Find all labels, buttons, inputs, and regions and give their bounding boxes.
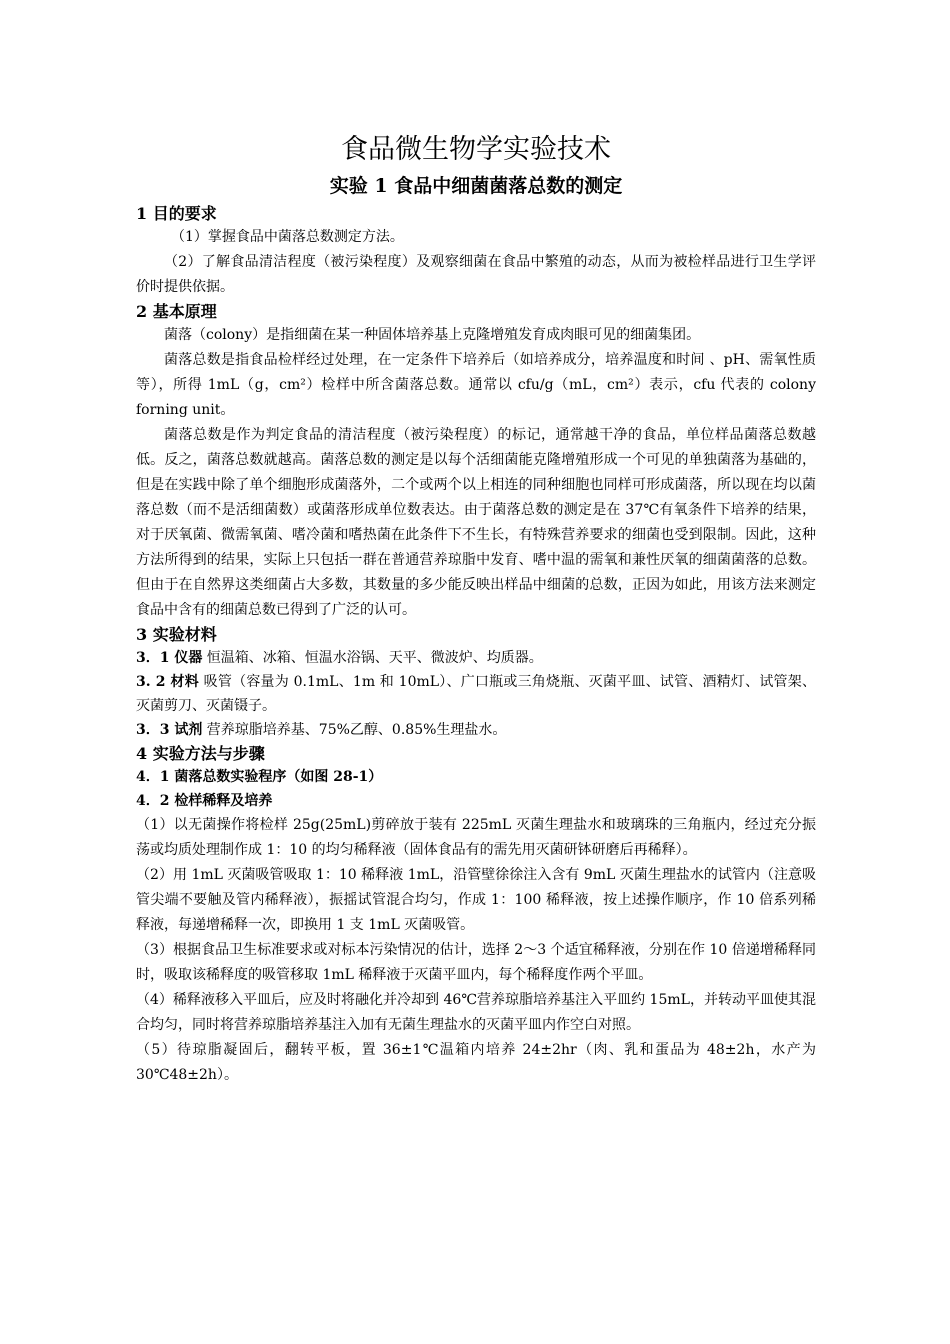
step-5-paragraph: （5）待琼脂凝固后，翻转平板，置 36±1℃温箱内培养 24±2hr（肉、乳和蛋品为 48±2h，水产为 30℃48±2h）。 bbox=[136, 1042, 816, 1083]
experiment-title: 实验 1 食品中细菌菌落总数的测定 bbox=[329, 175, 623, 197]
document-title: 食品微生物学实验技术 bbox=[341, 134, 611, 165]
instruments-text: 恒温箱、冰箱、恒温水浴锅、天平、微波炉、均质器。 bbox=[202, 650, 543, 666]
materials-text: 吸管（容量为 0.1mL、1m 和 10mL）、广口瓶或三角烧瓶、灭菌平皿、试管、酒精灯、试管架、灭菌剪刀、灭菌镊子。 bbox=[136, 674, 816, 714]
section-4-heading: 4 实验方法与步骤 bbox=[136, 744, 265, 763]
document-body bbox=[136, 130, 816, 1088]
subsection-4-1-heading: 4．1 菌落总数实验程序（如图 28-1） bbox=[136, 769, 383, 785]
materials-label: 3. 2 材料 bbox=[136, 674, 199, 690]
section-2-paragraph-2: 菌落总数是指食品检样经过处理，在一定条件下培养后（如培养成分，培养温度和时间 、pH、需氧性质等），所得 1mL（g，cm²）检样中所含菌落总数。通常以 cfu/g（mL，cm²）表示，cfu 代表的 colony forning unit。 bbox=[136, 352, 816, 418]
step-4-paragraph: （4）稀释液移入平皿后，应及时将融化并冷却到 46℃营养琼脂培养基注入平皿约 15mL，并转动平皿使其混合均匀，同时将营养琼脂培养基注入加有无菌生理盐水的灭菌平皿内作空白对照。 bbox=[136, 992, 816, 1033]
step-3-paragraph: （3）根据食品卫生标准要求或对标本污染情况的估计，选择 2～3 个适宜稀释液，分别在作 10 倍递增稀释同时，吸取该稀释度的吸管移取 1mL 稀释液于灭菌平皿内，每个稀释度作两个平皿。 bbox=[136, 942, 816, 983]
section-2-heading: 2 基本原理 bbox=[136, 302, 217, 321]
section-2-paragraph-3: 菌落总数是作为判定食品的清洁程度（被污染程度）的标记，通常越干净的食品，单位样品菌落总数越低。反之，菌落总数就越高。菌落总数的测定是以每个活细菌能克隆增殖形成一个可见的单独菌落为基础的，但是在实践中除了单个细胞形成菌落外，二个或两个以上相连的同种细胞也同样可形成菌落，所以现在均以菌落总数（而不是活细菌数）或菌落形成单位数表达。由于菌落总数的测定是在 37℃有氧条件下培养的结果，对于厌氧菌、微需氧菌、嗜冷菌和嗜热菌在此条件下不生长，有特殊营养要求的细菌也受到限制。因此，这种方法所得到的结果，实际上只包括一群在普通营养琼脂中发育、嗜中温的需氧和兼性厌氧的细菌菌落的总数。但由于在自然界这类细菌占大多数，其数量的多少能反映出样品中细菌的总数，正因为如此，用该方法来测定食品中含有的细菌总数已得到了广泛的认可。 bbox=[136, 427, 816, 618]
subsection-4-2-heading: 4．2 检样稀释及培养 bbox=[136, 793, 273, 809]
section-1-heading: 1 目的要求 bbox=[136, 204, 217, 223]
instruments-label: 3．1 仪器 bbox=[136, 650, 203, 666]
section-3-heading: 3 实验材料 bbox=[136, 625, 217, 644]
section-2-paragraph-1: 菌落（colony）是指细菌在某一种固体培养基上克隆增殖发育成肉眼可见的细菌集团。 bbox=[164, 327, 701, 343]
section-1-paragraph-1: （1）掌握食品中菌落总数测定方法。 bbox=[171, 229, 404, 245]
materials-item bbox=[136, 670, 816, 718]
reagents-label: 3．3 试剂 bbox=[136, 722, 203, 738]
step-1-paragraph: （1）以无菌操作将检样 25g(25mL)剪碎放于装有 225mL 灭菌生理盐水和玻璃珠的三角瓶内，经过充分振荡或均质处理制作成 1：10 的均匀稀释液（固体食品有的需先用灭菌研钵研磨后再稀释）。 bbox=[136, 817, 816, 858]
section-1-paragraph-2: （2）了解食品清洁程度（被污染程度）及观察细菌在食品中繁殖的动态，从而为被检样品进行卫生学评价时提供依据。 bbox=[136, 254, 816, 295]
reagents-item bbox=[136, 718, 816, 742]
step-2-paragraph: （2）用 1mL 灭菌吸管吸取 1：10 稀释液 1mL，沿管壁徐徐注入含有 9mL 灭菌生理盐水的试管内（注意吸管尖端不要触及管内稀释液），振摇试管混合均匀，作成 1：100 稀释液，按上述操作顺序，作 10 倍系列稀释液，每递增稀释一次，即换用 1 支 1mL 灭菌吸管。 bbox=[136, 867, 816, 933]
reagents-text: 营养琼脂培养基、75%乙醇、0.85%生理盐水。 bbox=[202, 722, 507, 738]
instruments-item bbox=[136, 646, 816, 670]
